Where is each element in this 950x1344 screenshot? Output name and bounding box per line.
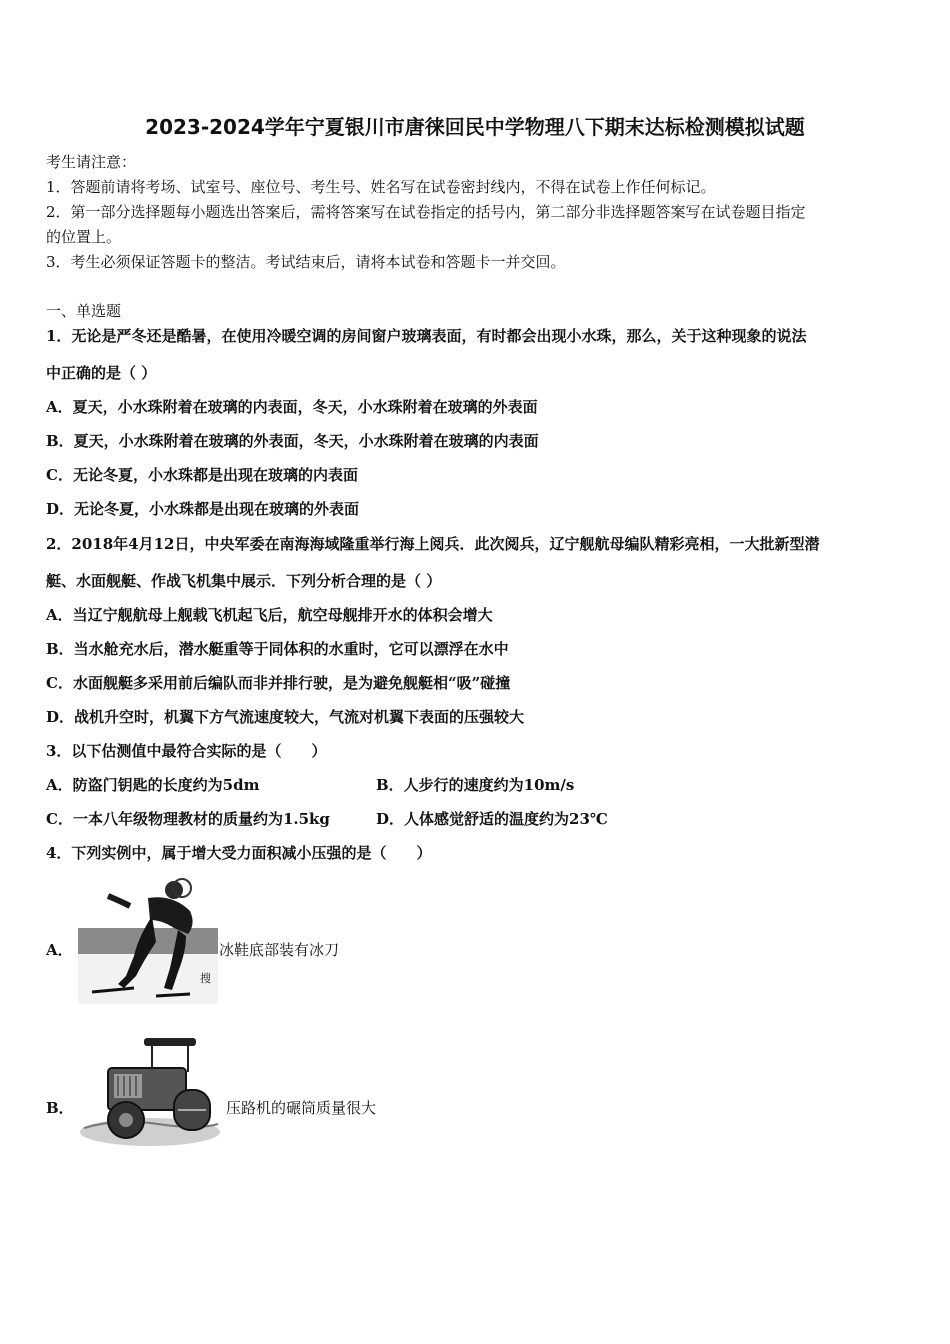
notice-item-2-line-1: 2．第一部分选择题每小题选出答案后，需将答案写在试卷指定的括号内，第二部分非选择题答案写在试卷题目指定 xyxy=(46,203,806,221)
q3-option-d: D．人体感觉舒适的温度约为23℃ xyxy=(376,810,608,828)
notice-item-1: 1．答题前请将考场、试室号、座位号、考生号、姓名写在试卷密封线内，不得在试卷上作任何标记。 xyxy=(46,178,716,196)
q1-stem-line-2: 中正确的是（ ） xyxy=(46,364,157,382)
q2-option-a: A．当辽宁舰航母上舰载飞机起飞后，航空母舰排开水的体积会增大 xyxy=(46,606,493,624)
q4-stem: 4．下列实例中，属于增大受力面积减小压强的是（ ） xyxy=(46,844,432,862)
q4-option-b-label: B． xyxy=(46,1099,74,1117)
svg-text:搜: 搜 xyxy=(200,972,211,985)
q3-stem: 3．以下估测值中最符合实际的是（ ） xyxy=(46,742,327,760)
q4-option-b-text: 压路机的碾筒质量很大 xyxy=(226,1099,377,1117)
speed-skater-image xyxy=(78,876,218,1004)
q1-option-b: B．夏天，小水珠附着在玻璃的外表面，冬天，小水珠附着在玻璃的内表面 xyxy=(46,432,539,450)
q2-stem-line-2: 艇、水面舰艇、作战飞机集中展示．下列分析合理的是（ ） xyxy=(46,572,442,590)
section-heading: 一、单选题 xyxy=(46,302,122,320)
notice-heading: 考生请注意： xyxy=(46,153,137,171)
road-roller-image xyxy=(78,1032,222,1152)
q2-option-c: C．水面舰艇多采用前后编队而非并排行驶，是为避免舰艇相“吸”碰撞 xyxy=(46,674,511,692)
q2-stem-line-1: 2．2018年4月12日，中央军委在南海海域隆重举行海上阅兵．此次阅兵，辽宁舰航母编队精彩亮相，一大批新型潜 xyxy=(46,535,820,553)
q2-option-d: D．战机升空时，机翼下方气流速度较大，气流对机翼下表面的压强较大 xyxy=(46,708,525,726)
page-title: 2023-2024学年宁夏银川市唐徕回民中学物理八下期末达标检测模拟试题 xyxy=(145,115,805,139)
q4-option-a-text: 冰鞋底部装有冰刀 xyxy=(219,941,340,959)
q1-stem-line-1: 1．无论是严冬还是酷暑，在使用冷暖空调的房间窗户玻璃表面，有时都会出现小水珠，那么，关于这种现象的说法 xyxy=(46,327,807,345)
q1-option-d: D．无论冬夏，小水珠都是出现在玻璃的外表面 xyxy=(46,500,360,518)
q3-option-a: A．防盗门钥匙的长度约为5dm xyxy=(46,776,260,794)
q3-option-c: C．一本八年级物理教材的质量约为1.5kg xyxy=(46,810,330,828)
q2-option-b: B．当水舱充水后，潜水艇重等于同体积的水重时，它可以漂浮在水中 xyxy=(46,640,509,658)
q1-option-c: C．无论冬夏，小水珠都是出现在玻璃的内表面 xyxy=(46,466,358,484)
q4-option-a-label: A． xyxy=(46,941,73,959)
notice-item-3: 3．考生必须保证答题卡的整洁。考试结束后，请将本试卷和答题卡一并交回。 xyxy=(46,253,566,271)
q1-option-a: A．夏天，小水珠附着在玻璃的内表面，冬天，小水珠附着在玻璃的外表面 xyxy=(46,398,538,416)
q3-option-b: B．人步行的速度约为10m/s xyxy=(376,776,575,794)
notice-item-2-line-2: 的位置上。 xyxy=(46,228,122,246)
